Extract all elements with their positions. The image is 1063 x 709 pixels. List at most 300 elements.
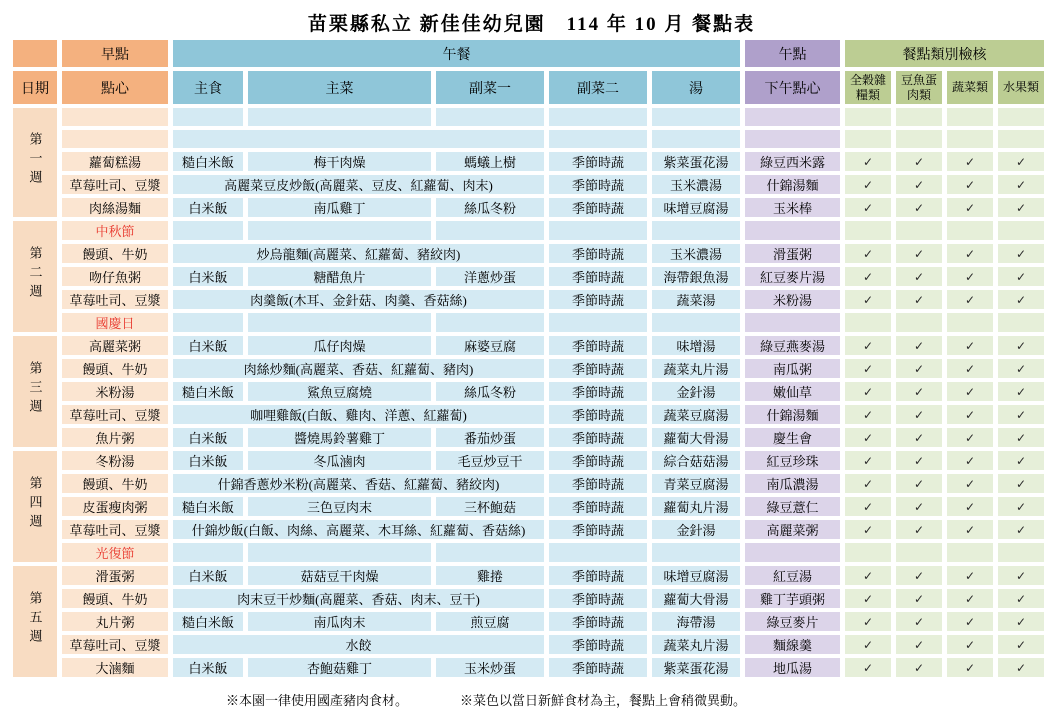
main-dish-cell: 三色豆肉末 xyxy=(248,497,431,516)
check-cell-grains xyxy=(845,130,891,148)
check-cell-protein: ✓ xyxy=(896,658,942,677)
check-cell-grains: ✓ xyxy=(845,405,891,424)
staple-cell xyxy=(173,108,243,126)
breakfast-group-header: 早點 xyxy=(62,40,168,67)
check-cell-fruit: ✓ xyxy=(998,497,1044,516)
soup-cell: 紫菜蛋花湯 xyxy=(652,152,740,171)
menu-row xyxy=(13,130,1044,148)
pm-snack-cell xyxy=(745,313,840,332)
merged-dish-cell: 什錦香蔥炒米粉(高麗菜、香菇、紅蘿蔔、豬絞肉) xyxy=(173,474,544,493)
check-cell-grains: ✓ xyxy=(845,497,891,516)
check-cell-fruit: ✓ xyxy=(998,451,1044,470)
check-cell-grains: ✓ xyxy=(845,382,891,401)
snack-cell: 肉絲湯麵 xyxy=(62,198,168,217)
check-cell-protein xyxy=(896,130,942,148)
side2-cell: 季節時蔬 xyxy=(549,428,647,447)
merged-dish-cell: 什錦炒飯(白飯、肉絲、高麗菜、木耳絲、紅蘿蔔、香菇絲) xyxy=(173,520,544,539)
snack-cell: 滑蛋粥 xyxy=(62,566,168,585)
check-cell-vegetable: ✓ xyxy=(947,336,993,355)
check-cell-grains: ✓ xyxy=(845,152,891,171)
main-dish-cell xyxy=(248,108,431,126)
menu-row xyxy=(13,267,1044,286)
check-cell-grains xyxy=(845,313,891,332)
side2-cell xyxy=(549,221,647,240)
soup-cell xyxy=(652,543,740,562)
check-cell-vegetable: ✓ xyxy=(947,152,993,171)
pm-snack-cell: 慶生會 xyxy=(745,428,840,447)
main-dish-cell: 梅干肉燥 xyxy=(248,152,431,171)
check-cell-grains: ✓ xyxy=(845,336,891,355)
side1-cell xyxy=(436,543,544,562)
soup-cell: 味增豆腐湯 xyxy=(652,198,740,217)
check-cell-fruit: ✓ xyxy=(998,589,1044,608)
menu-row xyxy=(13,658,1044,677)
snack-cell xyxy=(62,108,168,126)
week-label xyxy=(13,221,57,332)
check-cell-fruit: ✓ xyxy=(998,405,1044,424)
merged-dish-cell: 水餃 xyxy=(173,635,544,654)
staple-cell: 糙白米飯 xyxy=(173,497,243,516)
pm-snack-cell: 玉米棒 xyxy=(745,198,840,217)
pm-snack-cell xyxy=(745,130,840,148)
side2-header: 副菜二 xyxy=(549,71,647,104)
week-label-text: 第三週 xyxy=(27,361,43,418)
menu-row xyxy=(13,612,1044,631)
main-dish-cell: 杏鮑菇雞丁 xyxy=(248,658,431,677)
staple-cell: 糙白米飯 xyxy=(173,152,243,171)
meal-table-body xyxy=(13,108,1044,677)
menu-row xyxy=(13,290,1044,309)
staple-cell: 白米飯 xyxy=(173,198,243,217)
side1-cell: 毛豆炒豆干 xyxy=(436,451,544,470)
merged-dish-cell xyxy=(173,130,544,148)
pm-snack-cell: 紅豆珍珠 xyxy=(745,451,840,470)
menu-row xyxy=(13,382,1044,401)
pm-snack-cell: 紅豆麥片湯 xyxy=(745,267,840,286)
snack-cell: 饅頭、牛奶 xyxy=(62,359,168,378)
soup-cell: 玉米濃湯 xyxy=(652,244,740,263)
side2-cell: 季節時蔬 xyxy=(549,497,647,516)
soup-cell: 金針湯 xyxy=(652,382,740,401)
check-cell-grains: ✓ xyxy=(845,474,891,493)
pm-snack-cell: 嫩仙草 xyxy=(745,382,840,401)
snack-cell: 草莓吐司、豆漿 xyxy=(62,290,168,309)
main-header: 主菜 xyxy=(248,71,431,104)
check-cell-vegetable: ✓ xyxy=(947,405,993,424)
pm-snack-cell: 綠豆麥片 xyxy=(745,612,840,631)
note-menu-may-change: ※菜色以當日新鮮食材為主，餐點上會稍微異動。 xyxy=(460,693,747,708)
check-cell-vegetable: ✓ xyxy=(947,474,993,493)
menu-row xyxy=(13,405,1044,424)
menu-row xyxy=(13,244,1044,263)
check-cell-fruit: ✓ xyxy=(998,359,1044,378)
week-label-text: 第二週 xyxy=(27,246,43,303)
pm-snack-cell: 什錦湯麵 xyxy=(745,405,840,424)
week-label-text: 第四週 xyxy=(27,476,43,533)
pm-snack-cell: 什錦湯麵 xyxy=(745,175,840,194)
check-cell-protein: ✓ xyxy=(896,359,942,378)
pm-group-header: 午點 xyxy=(745,40,840,67)
main-dish-cell xyxy=(248,543,431,562)
snack-cell: 草莓吐司、豆漿 xyxy=(62,405,168,424)
check-cell-protein xyxy=(896,221,942,240)
staple-cell: 白米飯 xyxy=(173,451,243,470)
pm-snack-cell: 滑蛋粥 xyxy=(745,244,840,263)
check-cell-fruit: ✓ xyxy=(998,175,1044,194)
week-label-text: 第一週 xyxy=(27,132,43,189)
side1-cell: 螞蟻上樹 xyxy=(436,152,544,171)
check-col-grains-header: 全穀雜糧類 xyxy=(845,71,891,104)
snack-cell: 米粉湯 xyxy=(62,382,168,401)
note-domestic-pork: ※本園一律使用國產豬肉食材。 xyxy=(226,693,409,708)
menu-row xyxy=(13,589,1044,608)
check-cell-vegetable xyxy=(947,221,993,240)
check-cell-protein: ✓ xyxy=(896,612,942,631)
soup-cell xyxy=(652,313,740,332)
check-cell-fruit xyxy=(998,313,1044,332)
side2-cell: 季節時蔬 xyxy=(549,382,647,401)
side2-cell: 季節時蔬 xyxy=(549,405,647,424)
menu-row xyxy=(13,359,1044,378)
check-cell-protein: ✓ xyxy=(896,152,942,171)
soup-cell: 海帶銀魚湯 xyxy=(652,267,740,286)
staple-cell: 白米飯 xyxy=(173,428,243,447)
check-cell-vegetable: ✓ xyxy=(947,382,993,401)
check-cell-vegetable: ✓ xyxy=(947,589,993,608)
side2-cell: 季節時蔬 xyxy=(549,635,647,654)
check-cell-fruit: ✓ xyxy=(998,474,1044,493)
check-group-header: 餐點類別檢核 xyxy=(845,40,1044,67)
side2-cell xyxy=(549,543,647,562)
pm-snack-cell: 麵線羹 xyxy=(745,635,840,654)
check-cell-vegetable xyxy=(947,313,993,332)
side2-cell: 季節時蔬 xyxy=(549,244,647,263)
snack-cell: 草莓吐司、豆漿 xyxy=(62,635,168,654)
check-cell-vegetable: ✓ xyxy=(947,612,993,631)
snack-cell: 魚片粥 xyxy=(62,428,168,447)
check-cell-vegetable xyxy=(947,108,993,126)
pm-snack-cell: 雞丁芋頭粥 xyxy=(745,589,840,608)
check-cell-protein: ✓ xyxy=(896,382,942,401)
snack-cell: 大滷麵 xyxy=(62,658,168,677)
check-cell-grains: ✓ xyxy=(845,359,891,378)
pm-snack-cell: 南瓜粥 xyxy=(745,359,840,378)
check-cell-grains: ✓ xyxy=(845,589,891,608)
check-cell-grains xyxy=(845,221,891,240)
check-cell-vegetable: ✓ xyxy=(947,566,993,585)
check-cell-fruit: ✓ xyxy=(998,244,1044,263)
main-dish-cell: 菇菇豆干肉燥 xyxy=(248,566,431,585)
check-cell-protein: ✓ xyxy=(896,520,942,539)
side2-cell xyxy=(549,130,647,148)
staple-cell xyxy=(173,543,243,562)
soup-cell: 金針湯 xyxy=(652,520,740,539)
check-cell-fruit: ✓ xyxy=(998,428,1044,447)
snack-header: 點心 xyxy=(62,71,168,104)
holiday-cell: 光復節 xyxy=(62,543,168,562)
soup-cell: 蔬菜丸片湯 xyxy=(652,359,740,378)
side2-cell: 季節時蔬 xyxy=(549,290,647,309)
pm-snack-cell xyxy=(745,221,840,240)
check-cell-protein xyxy=(896,108,942,126)
pm-snack-cell: 綠豆西米露 xyxy=(745,152,840,171)
menu-row xyxy=(13,520,1044,539)
check-cell-vegetable: ✓ xyxy=(947,290,993,309)
check-cell-protein: ✓ xyxy=(896,290,942,309)
snack-cell: 草莓吐司、豆漿 xyxy=(62,520,168,539)
soup-cell: 蘿蔔大骨湯 xyxy=(652,589,740,608)
main-dish-cell: 醬燒馬鈴薯雞丁 xyxy=(248,428,431,447)
merged-dish-cell: 肉末豆干炒麵(高麗菜、香菇、肉末、豆干) xyxy=(173,589,544,608)
side1-cell: 洋蔥炒蛋 xyxy=(436,267,544,286)
check-cell-grains: ✓ xyxy=(845,520,891,539)
check-cell-vegetable: ✓ xyxy=(947,451,993,470)
side1-cell: 番茄炒蛋 xyxy=(436,428,544,447)
menu-row xyxy=(13,566,1044,585)
snack-cell: 冬粉湯 xyxy=(62,451,168,470)
check-cell-grains: ✓ xyxy=(845,267,891,286)
side2-cell: 季節時蔬 xyxy=(549,267,647,286)
side1-header: 副菜一 xyxy=(436,71,544,104)
check-cell-fruit: ✓ xyxy=(998,520,1044,539)
check-cell-grains: ✓ xyxy=(845,175,891,194)
check-cell-protein: ✓ xyxy=(896,428,942,447)
pm-snack-cell: 紅豆湯 xyxy=(745,566,840,585)
pm-snack-cell xyxy=(745,543,840,562)
week-label-text: 第五週 xyxy=(27,591,43,648)
check-cell-protein: ✓ xyxy=(896,451,942,470)
meal-table xyxy=(8,36,1049,681)
staple-header: 主食 xyxy=(173,71,243,104)
check-cell-protein: ✓ xyxy=(896,497,942,516)
pm-snack-cell: 米粉湯 xyxy=(745,290,840,309)
merged-dish-cell: 炒烏龍麵(高麗菜、紅蘿蔔、豬絞肉) xyxy=(173,244,544,263)
check-cell-grains: ✓ xyxy=(845,612,891,631)
side2-cell: 季節時蔬 xyxy=(549,474,647,493)
week-label xyxy=(13,451,57,562)
side1-cell: 玉米炒蛋 xyxy=(436,658,544,677)
menu-row xyxy=(13,175,1044,194)
check-cell-protein: ✓ xyxy=(896,474,942,493)
main-dish-cell: 鯊魚豆腐燒 xyxy=(248,382,431,401)
check-cell-fruit: ✓ xyxy=(998,198,1044,217)
check-cell-fruit: ✓ xyxy=(998,612,1044,631)
check-cell-protein: ✓ xyxy=(896,405,942,424)
soup-cell: 綜合菇菇湯 xyxy=(652,451,740,470)
soup-cell: 青菜豆腐湯 xyxy=(652,474,740,493)
side2-cell: 季節時蔬 xyxy=(549,198,647,217)
soup-cell: 味增湯 xyxy=(652,336,740,355)
check-cell-protein: ✓ xyxy=(896,336,942,355)
menu-row xyxy=(13,108,1044,126)
footer-notes xyxy=(0,690,1063,709)
side2-cell: 季節時蔬 xyxy=(549,658,647,677)
pm-snack-cell: 地瓜湯 xyxy=(745,658,840,677)
pm-snack-cell: 綠豆薏仁 xyxy=(745,497,840,516)
merged-dish-cell: 咖哩雞飯(白飯、雞肉、洋蔥、紅蘿蔔) xyxy=(173,405,544,424)
check-cell-protein xyxy=(896,313,942,332)
soup-cell: 蘿蔔大骨湯 xyxy=(652,428,740,447)
check-cell-grains: ✓ xyxy=(845,198,891,217)
lunch-group-header: 午餐 xyxy=(173,40,740,67)
check-cell-grains xyxy=(845,543,891,562)
snack-cell: 饅頭、牛奶 xyxy=(62,474,168,493)
pm-snack-cell: 南瓜濃湯 xyxy=(745,474,840,493)
staple-cell: 白米飯 xyxy=(173,267,243,286)
check-cell-vegetable xyxy=(947,543,993,562)
snack-cell: 饅頭、牛奶 xyxy=(62,244,168,263)
page-title: 苗栗縣私立 新佳佳幼兒園 114 年 10 月 餐點表 xyxy=(307,14,756,35)
side1-cell: 絲瓜冬粉 xyxy=(436,198,544,217)
side1-cell xyxy=(436,313,544,332)
check-cell-fruit: ✓ xyxy=(998,290,1044,309)
snack-cell: 皮蛋瘦肉粥 xyxy=(62,497,168,516)
soup-cell xyxy=(652,108,740,126)
main-dish-cell xyxy=(248,221,431,240)
staple-cell: 糙白米飯 xyxy=(173,612,243,631)
menu-row xyxy=(13,451,1044,470)
snack-cell: 饅頭、牛奶 xyxy=(62,589,168,608)
check-cell-vegetable: ✓ xyxy=(947,428,993,447)
side2-cell: 季節時蔬 xyxy=(549,589,647,608)
side2-cell: 季節時蔬 xyxy=(549,566,647,585)
menu-row xyxy=(13,635,1044,654)
soup-cell xyxy=(652,130,740,148)
date-header: 日期 xyxy=(13,71,57,104)
check-cell-vegetable: ✓ xyxy=(947,635,993,654)
soup-cell: 蔬菜湯 xyxy=(652,290,740,309)
check-cell-protein: ✓ xyxy=(896,267,942,286)
staple-cell: 白米飯 xyxy=(173,566,243,585)
check-cell-vegetable: ✓ xyxy=(947,175,993,194)
menu-row xyxy=(13,221,1044,240)
check-cell-vegetable xyxy=(947,130,993,148)
soup-cell: 蔬菜豆腐湯 xyxy=(652,405,740,424)
soup-cell: 味增豆腐湯 xyxy=(652,566,740,585)
snack-cell xyxy=(62,130,168,148)
side1-cell: 雞捲 xyxy=(436,566,544,585)
menu-row xyxy=(13,336,1044,355)
staple-cell: 白米飯 xyxy=(173,658,243,677)
check-cell-grains: ✓ xyxy=(845,428,891,447)
main-dish-cell: 南瓜雞丁 xyxy=(248,198,431,217)
side2-cell: 季節時蔬 xyxy=(549,520,647,539)
check-cell-protein: ✓ xyxy=(896,244,942,263)
side1-cell: 麻婆豆腐 xyxy=(436,336,544,355)
pm-snack-cell: 高麗菜粥 xyxy=(745,520,840,539)
check-cell-grains xyxy=(845,108,891,126)
check-cell-fruit: ✓ xyxy=(998,267,1044,286)
main-dish-cell: 南瓜肉末 xyxy=(248,612,431,631)
side1-cell: 煎豆腐 xyxy=(436,612,544,631)
holiday-cell: 中秋節 xyxy=(62,221,168,240)
check-col-vegetable-header: 蔬菜類 xyxy=(947,71,993,104)
snack-cell: 高麗菜粥 xyxy=(62,336,168,355)
check-cell-grains: ✓ xyxy=(845,244,891,263)
merged-dish-cell: 高麗菜豆皮炒飯(高麗菜、豆皮、紅蘿蔔、肉末) xyxy=(173,175,544,194)
side1-cell xyxy=(436,108,544,126)
check-cell-protein: ✓ xyxy=(896,566,942,585)
check-cell-vegetable: ✓ xyxy=(947,267,993,286)
menu-row xyxy=(13,474,1044,493)
soup-cell: 玉米濃湯 xyxy=(652,175,740,194)
check-cell-fruit xyxy=(998,130,1044,148)
check-cell-protein: ✓ xyxy=(896,175,942,194)
corner-cell xyxy=(13,40,57,67)
menu-row xyxy=(13,497,1044,516)
snack-cell: 蘿蔔糕湯 xyxy=(62,152,168,171)
menu-row xyxy=(13,198,1044,217)
check-cell-grains: ✓ xyxy=(845,290,891,309)
main-dish-cell: 糖醋魚片 xyxy=(248,267,431,286)
soup-cell: 蔬菜丸片湯 xyxy=(652,635,740,654)
pm-snack-cell xyxy=(745,108,840,126)
check-cell-fruit: ✓ xyxy=(998,382,1044,401)
check-cell-fruit: ✓ xyxy=(998,566,1044,585)
check-cell-fruit xyxy=(998,543,1044,562)
side2-cell: 季節時蔬 xyxy=(549,359,647,378)
pm-snack-cell: 綠豆燕麥湯 xyxy=(745,336,840,355)
staple-cell xyxy=(173,313,243,332)
staple-cell: 白米飯 xyxy=(173,336,243,355)
soup-header: 湯 xyxy=(652,71,740,104)
check-cell-vegetable: ✓ xyxy=(947,658,993,677)
menu-row xyxy=(13,152,1044,171)
check-cell-grains: ✓ xyxy=(845,566,891,585)
side2-cell: 季節時蔬 xyxy=(549,336,647,355)
week-label xyxy=(13,566,57,677)
check-col-fruit-header: 水果類 xyxy=(998,71,1044,104)
check-cell-protein xyxy=(896,543,942,562)
snack-cell: 吻仔魚粥 xyxy=(62,267,168,286)
pm-snack-header: 下午點心 xyxy=(745,71,840,104)
check-cell-vegetable: ✓ xyxy=(947,359,993,378)
side1-cell xyxy=(436,221,544,240)
snack-cell: 丸片粥 xyxy=(62,612,168,631)
side1-cell: 三杯鮑菇 xyxy=(436,497,544,516)
check-cell-fruit xyxy=(998,108,1044,126)
check-cell-fruit: ✓ xyxy=(998,658,1044,677)
check-cell-vegetable: ✓ xyxy=(947,520,993,539)
check-cell-protein: ✓ xyxy=(896,635,942,654)
check-cell-fruit: ✓ xyxy=(998,635,1044,654)
side2-cell: 季節時蔬 xyxy=(549,451,647,470)
main-dish-cell: 瓜仔肉燥 xyxy=(248,336,431,355)
soup-cell xyxy=(652,221,740,240)
side2-cell: 季節時蔬 xyxy=(549,175,647,194)
soup-cell: 海帶湯 xyxy=(652,612,740,631)
check-cell-protein: ✓ xyxy=(896,198,942,217)
check-cell-fruit xyxy=(998,221,1044,240)
side2-cell: 季節時蔬 xyxy=(549,152,647,171)
holiday-cell: 國慶日 xyxy=(62,313,168,332)
menu-row xyxy=(13,313,1044,332)
check-col-protein-header: 豆魚蛋肉類 xyxy=(896,71,942,104)
staple-cell xyxy=(173,221,243,240)
check-cell-vegetable: ✓ xyxy=(947,497,993,516)
main-dish-cell: 冬瓜滷肉 xyxy=(248,451,431,470)
check-cell-grains: ✓ xyxy=(845,451,891,470)
week-label xyxy=(13,336,57,447)
check-cell-grains: ✓ xyxy=(845,658,891,677)
check-cell-grains: ✓ xyxy=(845,635,891,654)
check-cell-protein: ✓ xyxy=(896,589,942,608)
check-cell-vegetable: ✓ xyxy=(947,244,993,263)
merged-dish-cell: 肉絲炒麵(高麗菜、香菇、紅蘿蔔、豬肉) xyxy=(173,359,544,378)
check-cell-vegetable: ✓ xyxy=(947,198,993,217)
check-cell-fruit: ✓ xyxy=(998,336,1044,355)
week-label xyxy=(13,108,57,217)
